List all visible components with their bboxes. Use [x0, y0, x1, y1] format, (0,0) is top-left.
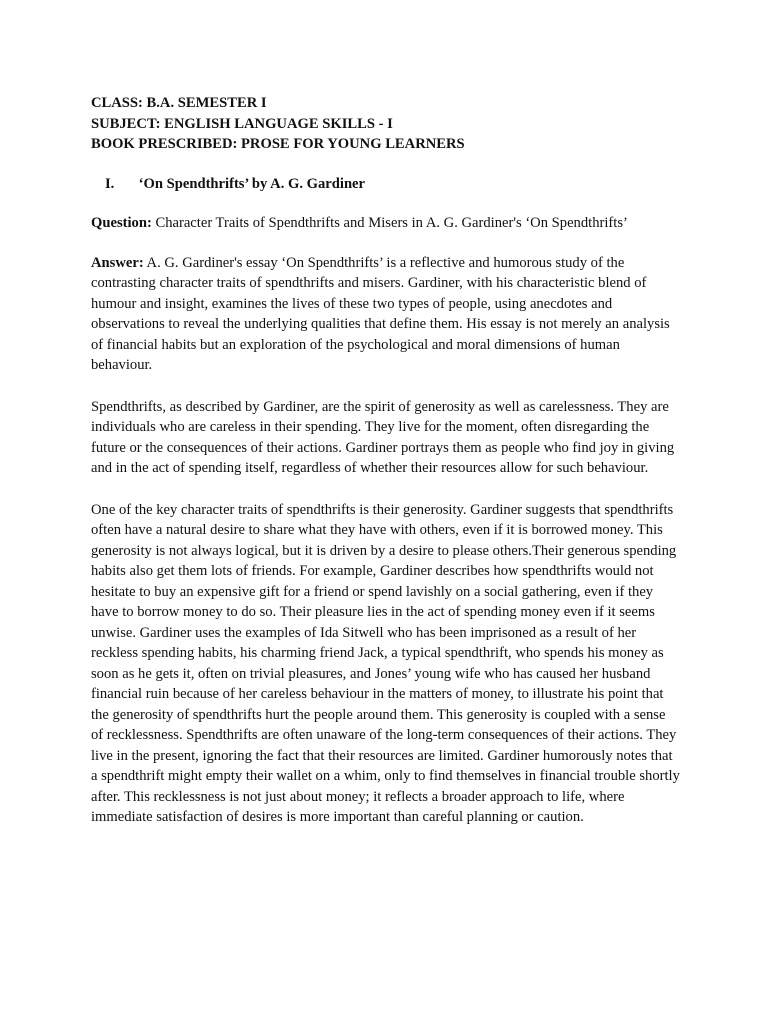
document-header	[91, 93, 681, 155]
subject-line: SUBJECT: ENGLISH LANGUAGE SKILLS - I	[91, 115, 393, 132]
section-numeral: I.	[105, 175, 115, 192]
question-text: Character Traits of Spendthrifts and Misers in A. G. Gardiner's ‘On Spendthrifts’	[151, 215, 628, 231]
class-line: CLASS: B.A. SEMESTER I	[91, 95, 267, 111]
question-label: Question:	[91, 215, 152, 231]
section-title: ‘On Spendthrifts’ by A. G. Gardiner	[138, 175, 366, 192]
document-body	[91, 93, 681, 828]
body-paragraph: One of the key character traits of spendthrifts is their generosity. Gardiner suggests that spendthrifts often have a natural desire to share what they have with others, even if it is borrowed money. This generosity is not always logical, but it is driven by a desire to please others.Their generous spending habits also get them lots of friends. For example, Gardiner describes how spendthrifts would not hesitate to buy an expensive gift for a friend or spend lavishly on a social gathering, even if they have to borrow money to do so. Their pleasure lies in the act of spending money even if it seems unwise. Gardiner uses the examples of Ida Sitwell who has been imprisoned as a result of her reckless spending habits, his charming friend Jack, a typical spendthrift, who spends his money as soon as he gets it, often on trivial pleasures, and Jones’ young wife who has caused her husband financial ruin because of her careless behaviour in the matters of money, to illustrate his point that the generosity of spendthrifts hurt the people around them. This generosity is coupled with a sense of recklessness. Spendthrifts are often unaware of the long-term consequences of their actions. They live in the present, ignoring the fact that their resources are limited. Gardiner humorously notes that a spendthrift might empty their wallet on a whim, only to find themselves in financial trouble shortly after. This recklessness is not just about money; it reflects a broader approach to life, where immediate satisfaction of desires is more important than careful planning or caution.	[91, 501, 680, 825]
book-line: BOOK PRESCRIBED: PROSE FOR YOUNG LEARNERS	[91, 136, 465, 152]
body-paragraph: Spendthrifts, as described by Gardiner, are the spirit of generosity as well as carelessness. They are individuals who are careless in their spending. They live for the moment, often disregarding the future or the consequences of their actions. Gardiner portrays them as people who find joy in giving and in the act of spending itself, regardless of whether their resources allow for such behaviour.	[91, 398, 675, 476]
answer-label: Answer:	[91, 254, 144, 271]
answer-text: A. G. Gardiner's essay ‘On Spendthrifts’ is a reflective and humorous study of the contrasting character traits of spendthrifts and misers. Gardiner, with his characteristic blend of humour and insight, examines the lives of these two types of people, using anecdotes and observations to reveal the underlying qualities that define them. His essay is not merely an analysis of financial habits but an exploration of the psychological and moral dimensions of human behaviour.	[91, 254, 670, 373]
question-paragraph	[91, 213, 681, 234]
answer-paragraph	[91, 253, 681, 376]
section-heading	[91, 174, 681, 195]
